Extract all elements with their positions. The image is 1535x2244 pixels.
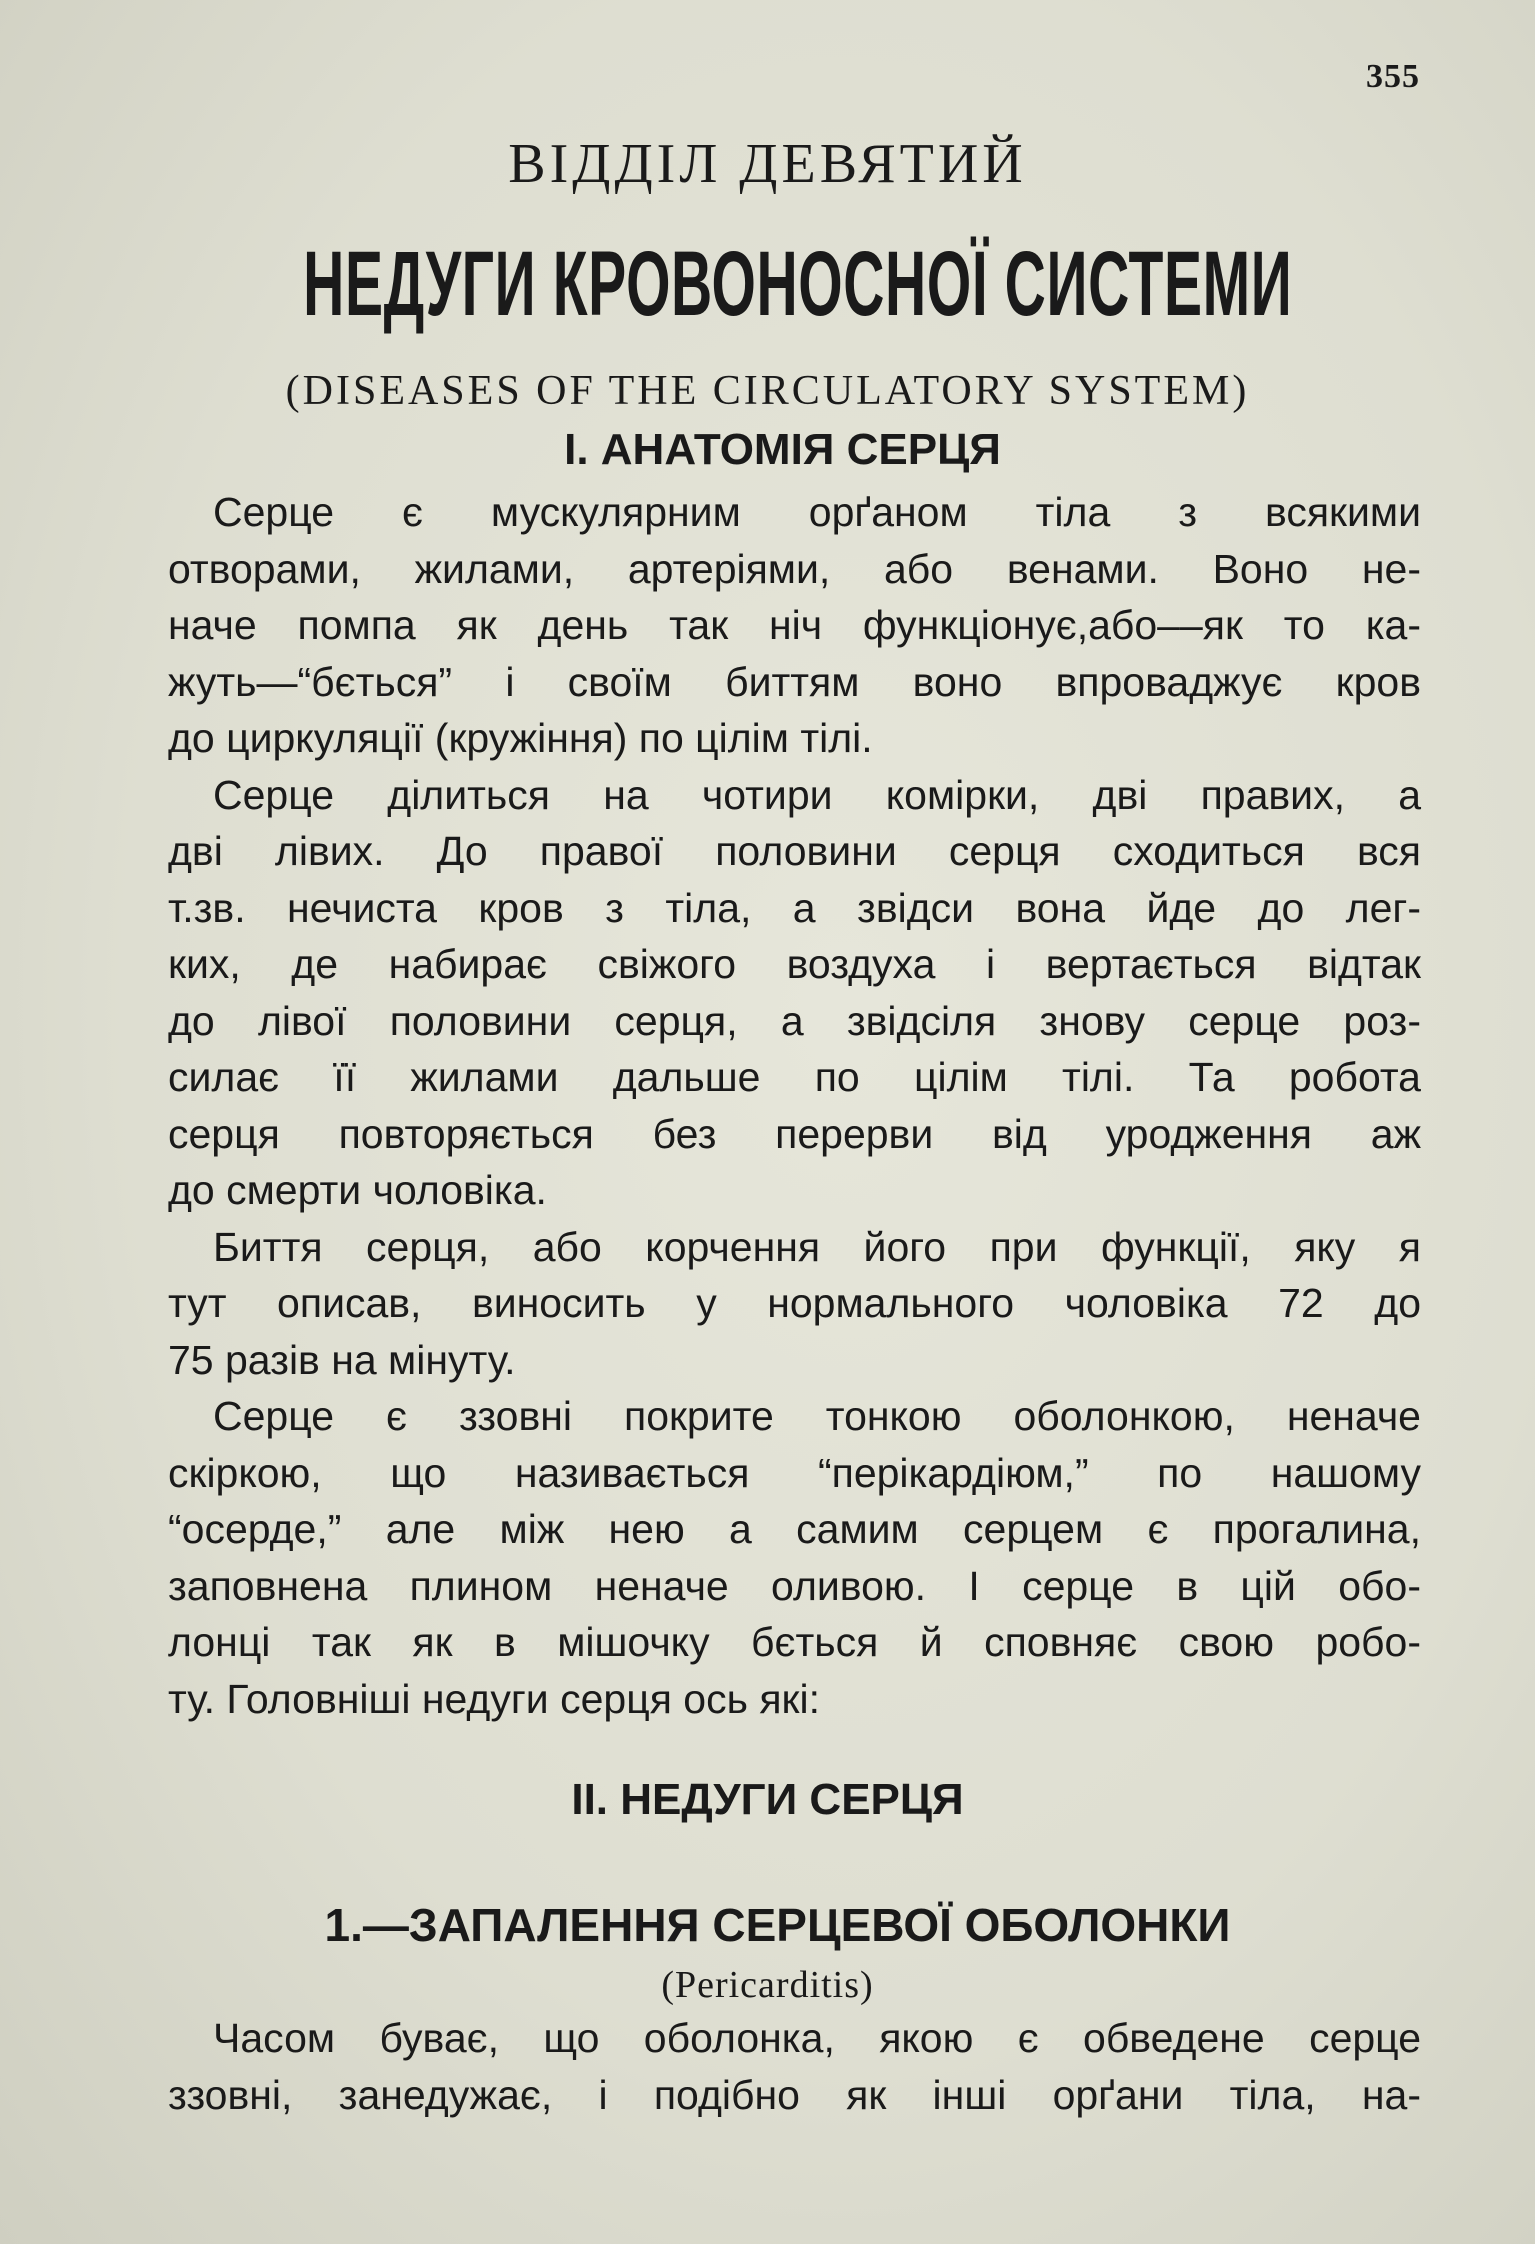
text-line: жуть—“бється” і своїм биттям воно впроваджує кров [168, 658, 1421, 705]
text-line: “осерде,” але між нею а самим серцем є прогалина, [168, 1506, 1421, 1552]
text-line: Серце ділиться на чотири комірки, дві правих, а [213, 771, 1421, 818]
text-line: т.зв. нечиста кров з тіла, а звідси вона йде до лег- [168, 884, 1421, 931]
text-line: тут описав, виносить у нормального чоловіка 72 до [168, 1280, 1421, 1326]
text-line: наче помпа як день так ніч функціонує,або––як то ка- [168, 602, 1421, 648]
anatomy-text [168, 484, 1421, 1727]
text-line: заповнена плином неначе оливою. І серце в цій обо- [168, 1562, 1421, 1609]
text-line: ких, де набирає свіжого воздуха і вертається відтак [168, 941, 1421, 987]
text-line: ту. Головніші недуги серця ось які: [168, 1675, 820, 1722]
page-number: 355 [1366, 58, 1420, 95]
text-line: Серце є ззовні покрите тонкою оболонкою, неначе [213, 1393, 1421, 1439]
text-line: лонці так як в мішочку бється й сповняє свою робо- [168, 1619, 1421, 1665]
pericarditis-text [168, 2010, 1421, 2123]
text-line: отворами, жилами, артеріями, або венами. Воно не- [168, 545, 1421, 592]
section-label: ВІДДІЛ ДЕВЯТИЙ [508, 133, 1027, 195]
text-line: Часом буває, що оболонка, якою є обведене серце [213, 2015, 1421, 2061]
text-line: силає її жилами дальше по цілім тілі. Та робота [168, 1054, 1421, 1100]
text-line: скіркою, що називається “перікардіюм,” по нашому [168, 1449, 1421, 1496]
main-title [0, 233, 1535, 335]
text-line: Биття серця, або корчення його при функції, яку я [213, 1223, 1421, 1270]
text-line: до циркуляції (кружіння) по цілім тілі. [168, 715, 873, 761]
text-line: до смерти чоловіка. [168, 1167, 547, 1213]
latin-name: (Pericarditis) [661, 1964, 874, 2006]
heading-anatomy: I. АНАТОМІЯ СЕРЦЯ [564, 425, 1001, 474]
text-line: ззовні, занедужає, і подібно як інші орґани тіла, на- [168, 2071, 1421, 2118]
text-line: серця повторяється без перерви від уродження аж [168, 1110, 1421, 1157]
main-title-text: НЕДУГИ КРОВОНОСНОЇ СИСТЕМИ [303, 233, 1293, 335]
heading-pericardium: 1.—ЗАПАЛЕННЯ СЕРЦЕВОЇ ОБОЛОНКИ [324, 1899, 1231, 1951]
text-line: дві лівих. До правої половини серця сходиться вся [168, 828, 1421, 874]
text-line: 75 разів на мінуту. [168, 1336, 516, 1383]
title-english: (DISEASES OF THE CIRCULATORY SYSTEM) [285, 368, 1250, 414]
heading-diseases: II. НЕДУГИ СЕРЦЯ [571, 1775, 964, 1824]
text-line: до лівої половини серця, а звідсіля знову серце роз- [168, 997, 1421, 1044]
text-line: Серце є мускулярним орґаном тіла з всякими [213, 489, 1421, 535]
